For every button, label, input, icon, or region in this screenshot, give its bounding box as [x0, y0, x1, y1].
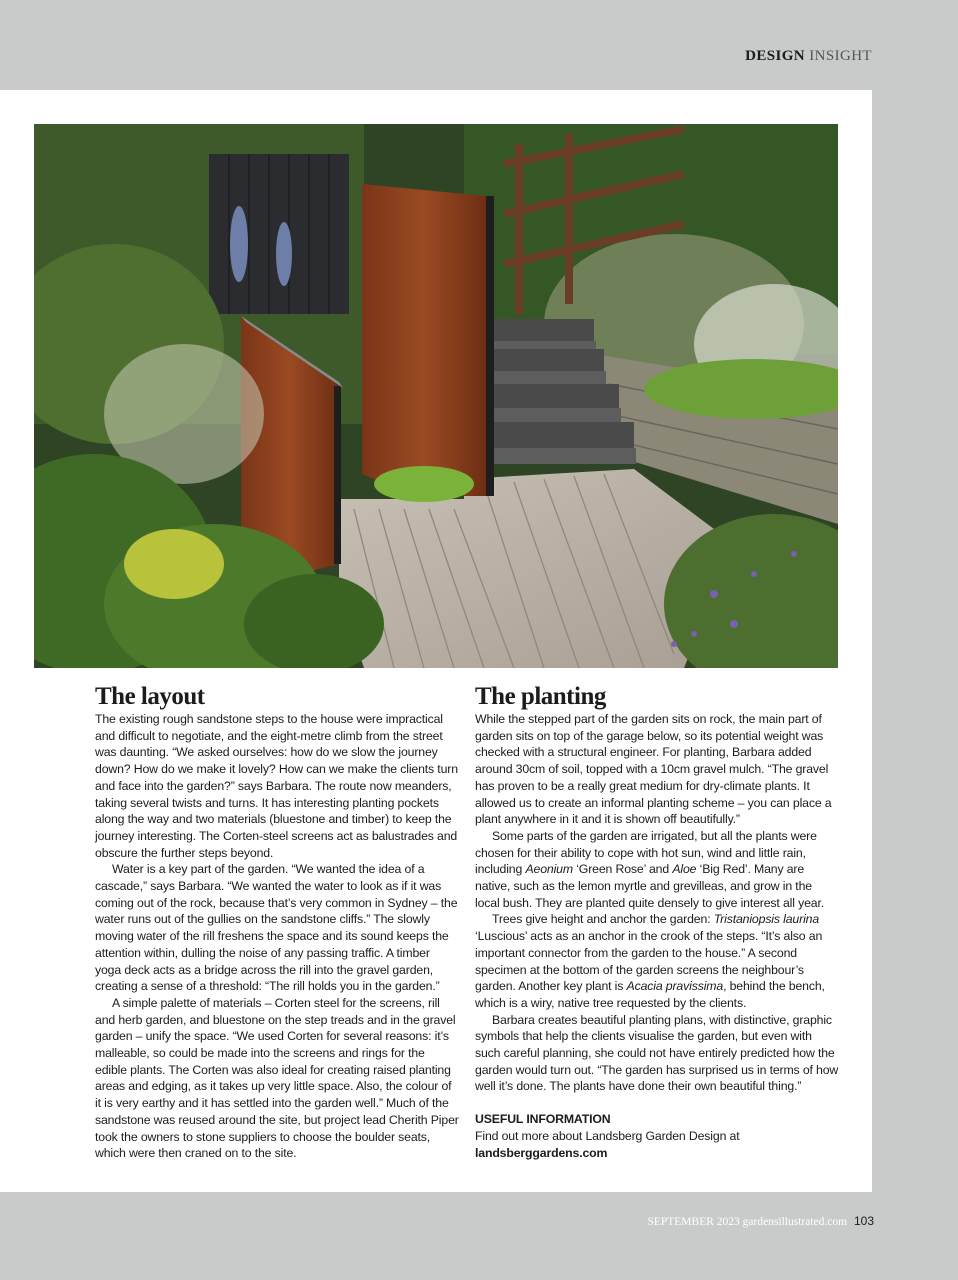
garden-photo-illustration — [34, 124, 838, 668]
planting-paragraph-3-a: Trees give height and anchor the garden: — [492, 912, 714, 927]
garden-photo — [34, 124, 838, 668]
aeonium-name: Aeonium — [525, 862, 573, 877]
acacia-name: Acacia pravissima — [626, 979, 724, 994]
planting-paragraph-2-a: Some parts of the garden are irrigated, but all the plants were chosen for their ability to cope with hot sun, wind and little rain, including — [475, 828, 817, 877]
planting-paragraph-2-c: ‘Big Red’. Many are native, such as the lemon myrtle and grevilleas, and grow in the local bush. They are planted quite densely to give interest all year. — [475, 862, 824, 910]
planting-paragraph-4: Barbara creates beautiful planting plans, with distinctive, graphic symbols that help the clients visualise the garden, but even with such careful planning, she could not have entirely predicted how the garden would turn out. “The garden has surprised us in terms of how well it’s done. The plants have done their own beautiful thing.” — [475, 1012, 839, 1094]
page-footer — [647, 1214, 874, 1228]
section-tag-light: INSIGHT — [809, 48, 872, 64]
useful-information-heading: USEFUL INFORMATION — [475, 1112, 611, 1127]
planting-paragraph-3 — [475, 911, 839, 1011]
landsberg-link[interactable]: landsberggardens.com — [475, 1145, 608, 1160]
section-tag — [745, 48, 872, 65]
page-number: 103 — [853, 1214, 874, 1228]
useful-information-text: Find out more about Landsberg Garden Design at — [475, 1128, 740, 1143]
layout-column — [95, 683, 459, 1162]
planting-paragraph-3-b: ‘Luscious’ acts as an anchor in the crook of the steps. “It’s also an important connector from the garden to the house.” A second specimen at the bottom of the garden screens the neighbour’s garden. Another key plant is — [475, 929, 823, 994]
footer-issue: SEPTEMBER 2023 — [647, 1216, 740, 1228]
footer-site: gardensillustrated.com — [742, 1216, 848, 1228]
layout-paragraph-3: A simple palette of materials – Corten steel for the screens, rill and herb garden, and bluestone on the step treads and in the gravel garden – unify the space. “We used Corten for several reasons: it’s malleable, so could be made into the screens and rings for the edible plants. The Corten was also ideal for creating raised planting areas and edging, as it takes up very little space. Also, the colour of it is very earthy and it has settled into the garden well.” Much of the sandstone was reused around the site, but project lead Cherith Piper took the owners to stone suppliers to choose the boulder seats, which were then craned on to the site. — [95, 995, 459, 1161]
planting-heading: The planting — [475, 683, 606, 710]
planting-paragraph-3-c: , behind the bench, which is a wiry, native tree requested by the clients. — [475, 979, 825, 1010]
planting-paragraph-2 — [475, 828, 839, 912]
tristaniopsis-name: Tristaniopsis laurina — [713, 912, 820, 927]
layout-paragraph-1: The existing rough sandstone steps to the house were impractical and difficult to negotiate, and the eight-metre climb from the street was daunting. “We asked ourselves: how do we slow the journey down? How do we make it lovely? How can we make the clients turn and face into the garden?” says Barbara. The route now meanders, taking several twists and turns. It has interesting planting pockets along the way and two materials (bluestone and timber) to keep the journey interesting. The Corten-steel screens act as balustrades and obscure the further steps beyond. — [95, 712, 458, 860]
planting-column — [475, 683, 839, 1161]
planting-paragraph-1: While the stepped part of the garden sits on rock, the main part of garden sits on top of the garage below, so its potential weight was checked with a structural engineer. For planting, Barbara added around 30cm of soil, topped with a 10cm gravel mulch. “The gravel has proven to be a really great medium for dry-climate plants. It allowed us to create an informal planting scheme – you can place a plant anywhere in it and it is shown off beautifully.” — [475, 712, 832, 827]
aloe-name: Aloe — [672, 862, 697, 877]
layout-paragraph-2: Water is a key part of the garden. “We wanted the idea of a cascade,” says Barbara. “We wanted the water to look as if it was coming out of the rock, because that’s very common in Sydney – the water runs out of the gullies on the sandstone cliffs.” The slowly moving water of the rill freshens the space and its sound keeps the attention within, dulling the noise of any passing traffic. A timber yoga deck acts as a bridge across the rill into the gravel garden, creating a sense of a threshold: “The rill holds you in the garden.” — [95, 862, 458, 994]
section-tag-bold: DESIGN — [745, 48, 806, 64]
layout-heading: The layout — [95, 683, 205, 710]
planting-paragraph-2-b: ‘Green Rose’ and — [572, 862, 673, 877]
